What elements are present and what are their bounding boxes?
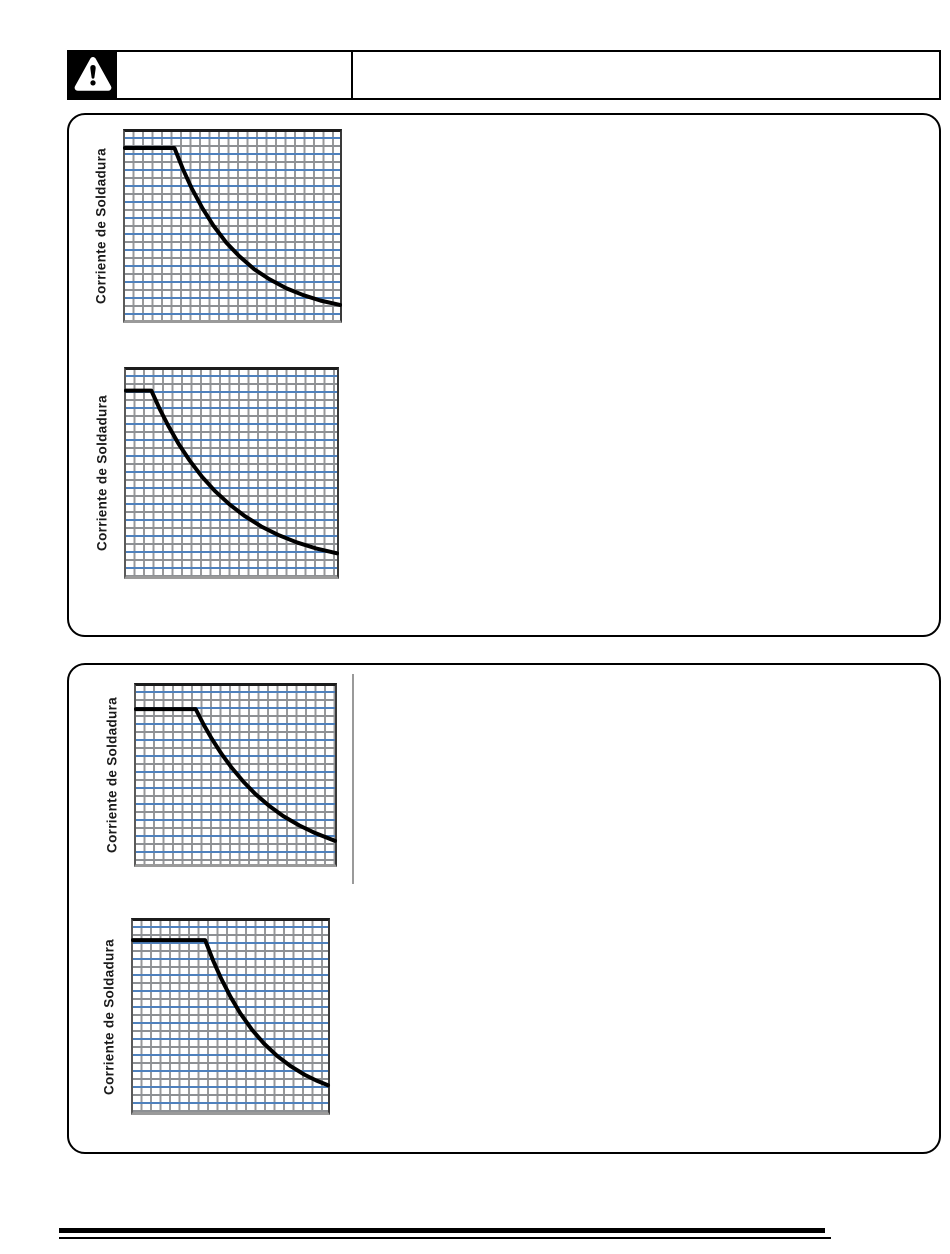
y-axis-label: Corriente de Soldadura [94, 395, 110, 551]
y-axis-label: Corriente de Soldadura [104, 697, 120, 853]
panel-duty-cycle-1 [67, 113, 941, 637]
duty-cycle-curve [136, 686, 335, 864]
chart-plot-area [124, 367, 339, 579]
warning-header-table [67, 50, 941, 100]
duty-cycle-chart-4 [87, 918, 330, 1115]
y-axis-label-cell [90, 683, 134, 867]
y-axis-label: Corriente de Soldadura [93, 148, 109, 304]
duty-cycle-chart-3 [90, 683, 337, 867]
warning-triangle-icon [72, 54, 114, 96]
duty-cycle-chart-1 [79, 129, 345, 323]
header-cell-left [117, 52, 353, 98]
panel-duty-cycle-2 [67, 663, 941, 1154]
y-axis-label-cell [79, 129, 123, 323]
footer-rule-thin [59, 1237, 831, 1239]
chart-plot-area [131, 918, 330, 1115]
divider-line [352, 674, 354, 884]
header-cell-right [353, 52, 939, 98]
y-axis-label-cell [80, 367, 124, 579]
chart-plot-area [123, 129, 342, 323]
y-axis-label-cell [87, 918, 131, 1115]
duty-cycle-curve [133, 921, 328, 1112]
warning-icon-cell [69, 52, 117, 98]
footer-rule-thick [59, 1228, 825, 1233]
duty-cycle-curve [126, 370, 337, 576]
chart-plot-area [134, 683, 337, 867]
duty-cycle-curve [125, 132, 340, 320]
y-axis-label: Corriente de Soldadura [101, 938, 117, 1095]
duty-cycle-chart-2 [80, 367, 339, 579]
